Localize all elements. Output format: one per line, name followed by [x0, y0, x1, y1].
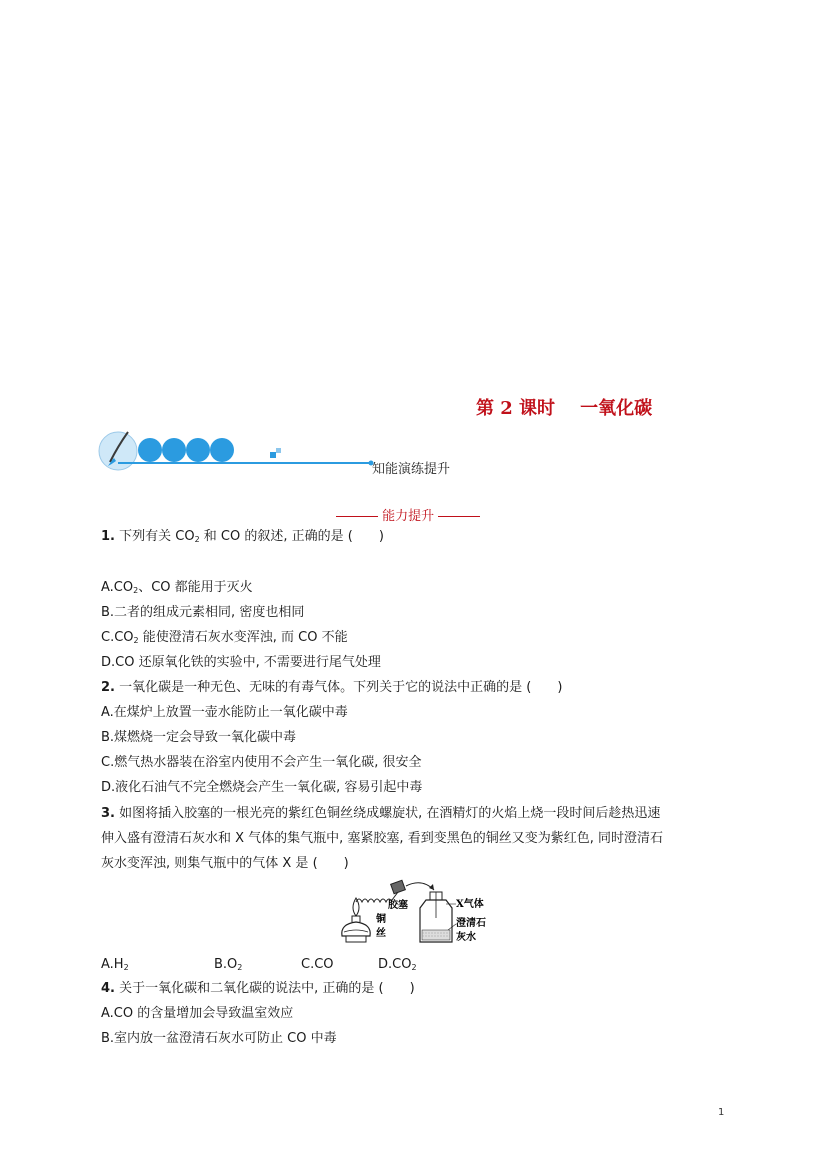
stopper-icon [391, 880, 406, 894]
q2-option-d: D.液化石油气不完全燃烧会产生一氧化碳, 容易引起中毒 [101, 780, 423, 795]
q1-option-b: B.二者的组成元素相同, 密度也相同 [101, 605, 305, 620]
alcohol-lamp-icon [342, 898, 370, 942]
q3-option-a: $A.H_2$ [101, 957, 129, 972]
limewater-label-2: 灰水 [456, 932, 476, 943]
q2-option-b: B.煤燃烧一定会导致一氧化碳中毒 [101, 730, 297, 745]
banner-dot-4 [210, 438, 234, 462]
arrow-icon [406, 883, 434, 890]
copper-coil-icon [356, 899, 392, 902]
apparatus-figure [336, 878, 496, 946]
q3-stem-line2: 伸入盛有澄清石灰水和 X 气体的集气瓶中, 塞紧胶塞, 看到变黑色的铜丝又变为紫红色, 同时澄清石 [101, 831, 663, 846]
q1-option-a: $A.CO_2$、CO 都能用于灭火 [101, 580, 253, 595]
wire-label-2: 丝 [376, 928, 386, 939]
q3-option-d: $D.CO_2$ [378, 957, 417, 972]
q4-number: 4. [101, 981, 115, 996]
q1-stem: 1. 下列有关 $CO_2$ 和 CO 的叙述, 正确的是 ( ) [101, 529, 384, 544]
banner-label: 知能演练提升 [372, 462, 451, 477]
banner-dot-1 [138, 438, 162, 462]
q4-stem: 4. 关于一氧化碳和二氧化碳的说法中, 正确的是 ( ) [101, 981, 415, 996]
section-title: 能力提升 [382, 509, 435, 524]
q4-option-b: B.室内放一盆澄清石灰水可防止 CO 中毒 [101, 1031, 337, 1046]
q2-option-c: C.燃气热水器装在浴室内使用不会产生一氧化碳, 很安全 [101, 755, 422, 770]
banner-dot-3 [186, 438, 210, 462]
gas-bottle-icon [420, 892, 452, 942]
stopper-label: 胶塞 [388, 900, 408, 911]
page-number: 1 [718, 1107, 725, 1118]
q1-option-d: D.CO 还原氧化铁的实验中, 不需要进行尾气处理 [101, 655, 381, 670]
wire-label-1: 铜 [376, 914, 386, 925]
q4-option-a: A.CO 的含量增加会导致温室效应 [101, 1006, 294, 1021]
section-rule-left [336, 516, 378, 517]
q2-number: 2. [101, 680, 115, 695]
limewater-label-1: 澄清石 [456, 918, 486, 929]
gas-label: X气体 [456, 899, 484, 910]
section-rule-right [438, 516, 480, 517]
q3-number: 3. [101, 806, 115, 821]
q1-option-c: $C.CO_2$ 能使澄清石灰水变浑浊, 而 CO 不能 [101, 630, 348, 645]
lesson-title: 第 2 课时 一氧化碳 [476, 398, 653, 419]
q1-number: 1. [101, 529, 115, 544]
q2-stem: 2. 一氧化碳是一种无色、无味的有毒气体。下列关于它的说法中正确的是 ( ) [101, 680, 563, 695]
section-header [336, 505, 480, 524]
q3-option-c: C.CO [301, 957, 334, 972]
q3-stem-line1: 3. 如图将插入胶塞的一根光亮的紫红色铜丝绕成螺旋状, 在酒精灯的火焰上烧一段时间后趁热迅速 [101, 806, 661, 821]
q3-stem-line3: 灰水变浑浊, 则集气瓶中的气体 X 是 ( ) [101, 856, 349, 871]
brush-badge-icon [99, 432, 137, 470]
q3-option-b: $B.O_2$ [214, 957, 243, 972]
q2-option-a: A.在煤炉上放置一壶水能防止一氧化碳中毒 [101, 705, 348, 720]
banner-dot-2 [162, 438, 186, 462]
